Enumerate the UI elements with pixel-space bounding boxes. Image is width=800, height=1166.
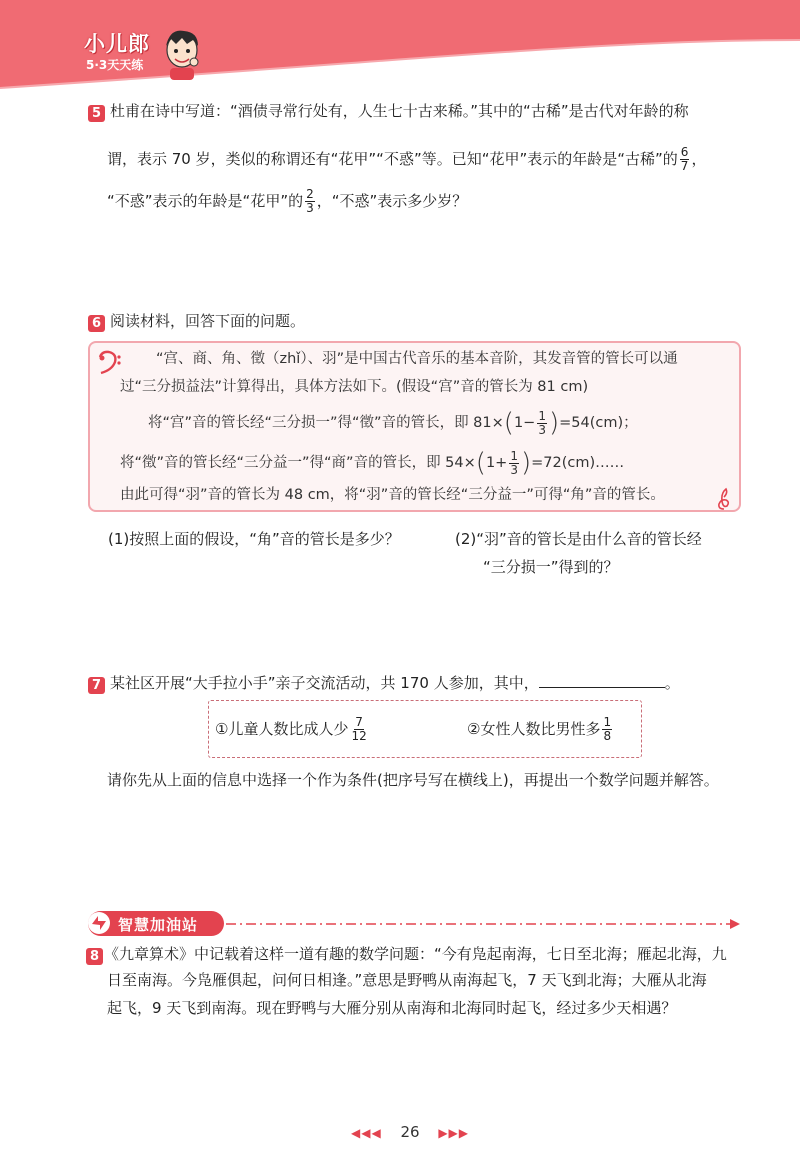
q7-options-box	[208, 700, 642, 758]
q7-option-2	[467, 709, 614, 749]
page-footer	[340, 1123, 480, 1141]
q5-fraction-2-3: $\frac{2}{3}$	[306, 186, 314, 215]
prev-arrows-icon: ◀◀◀	[350, 1126, 382, 1140]
q7-fraction-1-8: $\frac{1}{8}$	[603, 714, 612, 743]
q5-line-3-end: ，“不惑”表示多少岁？	[316, 192, 468, 210]
q5-fraction-6-7: $\frac{6}{7}$	[680, 144, 689, 173]
reading-line-2: 过“三分损益法”计算得出，具体方法如下。(假设“宫”音的管长为 81 cm)	[120, 379, 589, 395]
question-7-number: 7	[88, 675, 105, 694]
reading-line-4-result: =72(cm)……	[531, 455, 625, 471]
q7-option-1	[215, 709, 370, 749]
reading-line-4: 将“徵”音的管长经“三分益一”得“商”音的管长，即 54× ( 1+ $\frac{1}{3}$ ) =72(cm)……	[120, 448, 625, 478]
question-5-number: 5	[88, 103, 105, 122]
reading-line-3-operator: 1−	[513, 415, 536, 431]
bass-clef-icon	[96, 349, 122, 375]
reading-line-3-result: =54(cm)；	[559, 415, 638, 431]
q7-line-1	[110, 673, 680, 693]
treble-clef-icon	[714, 487, 734, 511]
reading-line-3-text: 将“宫”音的管长经“三分损一”得“徵”音的管长，即 81×	[148, 415, 504, 431]
page-number: 26	[400, 1123, 420, 1141]
q5-line-3-text: “不惑”表示的年龄是“花甲”的	[107, 192, 304, 210]
reading-line-4-operator: 1+	[485, 455, 508, 471]
next-arrows-icon: ▶▶▶	[438, 1126, 470, 1140]
q7-fraction-7-12: $\frac{7}{12}$	[351, 714, 367, 743]
q5-line-3	[107, 183, 467, 219]
q6-sub-question-1: (1)按照上面的假设，“角”音的管长是多少？	[108, 530, 400, 548]
q7-option-2-text: ②女性人数比男性多	[467, 720, 601, 738]
q6-title: 阅读材料，回答下面的问题。	[110, 312, 306, 330]
mascot-icon	[160, 26, 204, 82]
reading-fraction-1-3-b: $\frac{1}{3}$	[510, 448, 518, 477]
series-label: 5·3天天练	[86, 58, 144, 72]
q5-line-2-text: 谓，表示 70 岁，类似的称谓还有“花甲”“不惑”等。已知“花甲”表示的年龄是“古稀”的	[107, 150, 678, 168]
section-banner-label: 智慧加油站	[118, 916, 199, 934]
q5-line-1: 杜甫在诗中写道：“酒债寻常行处有，人生七十古来稀。”其中的“古稀”是古代对年龄的称	[110, 102, 689, 120]
q5-line-2: 谓，表示 70 岁，类似的称谓还有“花甲”“不惑”等。已知“花甲”表示的年龄是“古稀”的 $\frac{6}{7}$ ，	[107, 144, 707, 173]
q8-line-1: 《九章算术》中记载着这样一道有趣的数学问题：“今有凫起南海，七日至北海；雁起北海，九	[104, 945, 727, 963]
reading-fraction-1-3-a: $\frac{1}{3}$	[538, 408, 546, 437]
q7-answer-blank[interactable]	[539, 673, 665, 688]
question-6-number: 6	[88, 313, 105, 332]
reading-material-box	[88, 341, 741, 512]
q6-sub-question-2-line-2: “三分损一”得到的？	[483, 558, 619, 576]
q7-line-1-text: 某社区开展“大手拉小手”亲子交流活动，共 170 人参加，其中，	[110, 674, 539, 692]
reading-line-3: 将“宫”音的管长经“三分损一”得“徵”音的管长，即 81× ( 1− $\frac{1}{3}$ ) =54(cm)；	[148, 408, 638, 438]
brand-logo: 小儿郎	[84, 32, 150, 56]
reading-line-4-text: 将“徵”音的管长经“三分益一”得“商”音的管长，即 54×	[120, 455, 476, 471]
question-8-number: 8	[86, 946, 103, 965]
reading-line-5: 由此可得“羽”音的管长为 48 cm，将“羽”音的管长经“三分益一”可得“角”音的管长。	[120, 487, 665, 503]
banner-dash-line	[226, 917, 744, 931]
q7-line-1-end: 。	[664, 674, 680, 692]
q7-line-2: 请你先从上面的信息中选择一个作为条件(把序号写在横线上)，再提出一个数学问题并解答。	[107, 771, 719, 789]
boost-icon	[86, 910, 112, 936]
q7-option-1-text: ①儿童人数比成人少	[215, 720, 349, 738]
reading-line-1: “宫、商、角、徵（zhǐ）、羽”是中国古代音乐的基本音阶，其发音管的管长可以通	[156, 351, 678, 367]
q8-line-3: 起飞，9 天飞到南海。现在野鸭与大雁分别从南海和北海同时起飞，经过多少天相遇？	[107, 999, 677, 1017]
q6-sub-question-2-line-1: (2)“羽”音的管长是由什么音的管长经	[455, 530, 702, 548]
q8-line-2: 日至南海。今凫雁俱起，问何日相逢。”意思是野鸭从南海起飞，7 天飞到北海；大雁从北海	[107, 971, 707, 989]
